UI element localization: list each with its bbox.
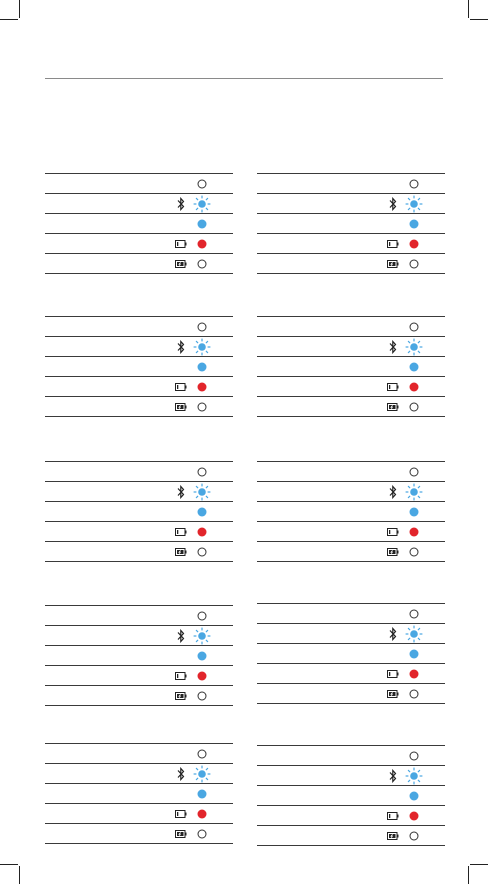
- battery-charging-icon: [387, 260, 399, 268]
- led-blinking-blue-icon: [192, 626, 212, 646]
- indicator-table-left-5: [45, 743, 233, 845]
- led-off-indicator: [410, 831, 419, 840]
- battery-charging-icon: [175, 830, 187, 838]
- led-off-indicator: [410, 689, 419, 698]
- indicator-row: [45, 823, 233, 843]
- led-blinking-blue-icon: [404, 482, 424, 502]
- led-red-indicator: [198, 809, 207, 818]
- indicator-row: [257, 765, 445, 785]
- table-bottom-rule: [257, 561, 445, 563]
- battery-low-icon: [387, 528, 399, 536]
- battery-charging-icon: [387, 690, 399, 698]
- indicator-row: [45, 803, 233, 823]
- led-off-indicator: [198, 259, 207, 268]
- battery-low-icon: [387, 383, 399, 391]
- indicator-row: [257, 481, 445, 501]
- indicator-row: [45, 783, 233, 803]
- led-blue-indicator: [410, 507, 419, 516]
- led-blinking-blue-icon: [192, 764, 212, 784]
- led-off-indicator: [198, 547, 207, 556]
- bluetooth-icon: [389, 197, 397, 211]
- indicator-row: [45, 233, 233, 253]
- indicator-row: [257, 521, 445, 541]
- bluetooth-icon: [389, 340, 397, 354]
- bluetooth-icon: [177, 767, 185, 781]
- indicator-row: [257, 193, 445, 213]
- led-blue-indicator: [410, 649, 419, 658]
- led-off-indicator: [198, 691, 207, 700]
- led-blinking-blue-icon: [404, 624, 424, 644]
- battery-low-icon: [175, 240, 187, 248]
- indicator-table-right-2: [257, 316, 445, 418]
- led-red-indicator: [198, 671, 207, 680]
- led-blue-indicator: [198, 219, 207, 228]
- led-off-indicator: [410, 609, 419, 618]
- indicator-row: [45, 253, 233, 273]
- led-off-indicator: [410, 179, 419, 188]
- indicator-table-right-4: [257, 603, 445, 705]
- led-off-indicator: [410, 259, 419, 268]
- table-bottom-rule: [257, 845, 445, 847]
- indicator-row: [257, 461, 445, 481]
- led-off-indicator: [198, 322, 207, 331]
- led-blue-indicator: [198, 362, 207, 371]
- led-blinking-blue-icon: [404, 194, 424, 214]
- indicator-row: [257, 173, 445, 193]
- battery-charging-icon: [175, 692, 187, 700]
- indicator-row: [257, 356, 445, 376]
- led-red-indicator: [198, 527, 207, 536]
- indicator-row: [257, 745, 445, 765]
- indicator-table-right-1: [257, 173, 445, 275]
- battery-charging-icon: [387, 548, 399, 556]
- led-off-indicator: [198, 749, 207, 758]
- led-off-indicator: [198, 829, 207, 838]
- bluetooth-icon: [389, 485, 397, 499]
- battery-low-icon: [175, 383, 187, 391]
- indicator-row: [257, 336, 445, 356]
- led-blinking-blue-icon: [404, 766, 424, 786]
- led-red-indicator: [410, 239, 419, 248]
- header-rule: [45, 78, 443, 79]
- indicator-row: [257, 825, 445, 845]
- indicator-row: [257, 683, 445, 703]
- indicator-row: [45, 743, 233, 763]
- led-blinking-blue-icon: [404, 337, 424, 357]
- indicator-row: [45, 193, 233, 213]
- led-off-indicator: [410, 402, 419, 411]
- indicator-table-right-3: [257, 461, 445, 563]
- led-red-indicator: [410, 382, 419, 391]
- crop-mark-bottom-left-vertical: [19, 866, 20, 884]
- indicator-table-left-1: [45, 173, 233, 275]
- indicator-row: [45, 685, 233, 705]
- battery-low-icon: [175, 528, 187, 536]
- bluetooth-icon: [389, 769, 397, 783]
- crop-mark-bottom-left-horizontal: [0, 864, 18, 865]
- led-blue-indicator: [410, 219, 419, 228]
- led-off-indicator: [198, 611, 207, 620]
- table-bottom-rule: [45, 273, 233, 275]
- led-red-indicator: [410, 527, 419, 536]
- indicator-row: [45, 316, 233, 336]
- indicator-row: [45, 461, 233, 481]
- bluetooth-icon: [177, 197, 185, 211]
- indicator-row: [45, 481, 233, 501]
- indicator-row: [257, 233, 445, 253]
- bluetooth-icon: [177, 629, 185, 643]
- bluetooth-icon: [389, 627, 397, 641]
- led-blue-indicator: [410, 791, 419, 800]
- battery-low-icon: [387, 812, 399, 820]
- indicator-row: [257, 501, 445, 521]
- led-blinking-blue-icon: [192, 482, 212, 502]
- indicator-row: [45, 501, 233, 521]
- led-blinking-blue-icon: [192, 194, 212, 214]
- indicator-row: [257, 663, 445, 683]
- battery-low-icon: [175, 810, 187, 818]
- battery-charging-icon: [175, 403, 187, 411]
- led-off-indicator: [410, 322, 419, 331]
- indicator-row: [45, 645, 233, 665]
- indicator-row: [257, 603, 445, 623]
- indicator-table-left-2: [45, 316, 233, 418]
- led-off-indicator: [198, 179, 207, 188]
- crop-mark-top-left-vertical: [19, 0, 20, 18]
- indicator-row: [45, 605, 233, 625]
- indicator-row: [45, 763, 233, 783]
- table-bottom-rule: [45, 561, 233, 563]
- indicator-row: [257, 541, 445, 561]
- indicator-row: [45, 521, 233, 541]
- battery-low-icon: [175, 672, 187, 680]
- crop-mark-bottom-right-horizontal: [470, 864, 488, 865]
- table-bottom-rule: [45, 705, 233, 707]
- table-bottom-rule: [45, 843, 233, 845]
- indicator-row: [45, 213, 233, 233]
- crop-mark-bottom-right-vertical: [468, 866, 469, 884]
- led-red-indicator: [198, 382, 207, 391]
- indicator-row: [45, 336, 233, 356]
- indicator-row: [45, 396, 233, 416]
- bluetooth-icon: [177, 485, 185, 499]
- led-blue-indicator: [198, 507, 207, 516]
- indicator-row: [257, 785, 445, 805]
- led-red-indicator: [410, 811, 419, 820]
- led-red-indicator: [198, 239, 207, 248]
- battery-charging-icon: [175, 260, 187, 268]
- indicator-table-right-5: [257, 745, 445, 847]
- led-blue-indicator: [198, 651, 207, 660]
- battery-charging-icon: [175, 548, 187, 556]
- crop-mark-top-left-horizontal: [0, 19, 18, 20]
- led-off-indicator: [410, 467, 419, 476]
- indicator-row: [257, 396, 445, 416]
- led-off-indicator: [198, 402, 207, 411]
- indicator-row: [45, 541, 233, 561]
- indicator-row: [257, 623, 445, 643]
- led-off-indicator: [410, 751, 419, 760]
- battery-charging-icon: [387, 403, 399, 411]
- battery-low-icon: [387, 670, 399, 678]
- table-bottom-rule: [257, 273, 445, 275]
- battery-charging-icon: [387, 832, 399, 840]
- table-bottom-rule: [257, 416, 445, 418]
- indicator-table-left-4: [45, 605, 233, 707]
- crop-mark-top-right-horizontal: [470, 19, 488, 20]
- indicator-row: [257, 253, 445, 273]
- crop-mark-top-right-vertical: [468, 0, 469, 18]
- led-off-indicator: [410, 547, 419, 556]
- indicator-row: [45, 173, 233, 193]
- table-bottom-rule: [257, 703, 445, 705]
- led-blinking-blue-icon: [192, 337, 212, 357]
- indicator-row: [45, 356, 233, 376]
- bluetooth-icon: [177, 340, 185, 354]
- led-red-indicator: [410, 669, 419, 678]
- indicator-row: [45, 376, 233, 396]
- indicator-row: [257, 376, 445, 396]
- indicator-row: [257, 213, 445, 233]
- led-blue-indicator: [198, 789, 207, 798]
- indicator-row: [45, 665, 233, 685]
- indicator-row: [257, 316, 445, 336]
- indicator-row: [45, 625, 233, 645]
- battery-low-icon: [387, 240, 399, 248]
- indicator-row: [257, 805, 445, 825]
- indicator-table-left-3: [45, 461, 233, 563]
- led-off-indicator: [198, 467, 207, 476]
- led-blue-indicator: [410, 362, 419, 371]
- indicator-row: [257, 643, 445, 663]
- table-bottom-rule: [45, 416, 233, 418]
